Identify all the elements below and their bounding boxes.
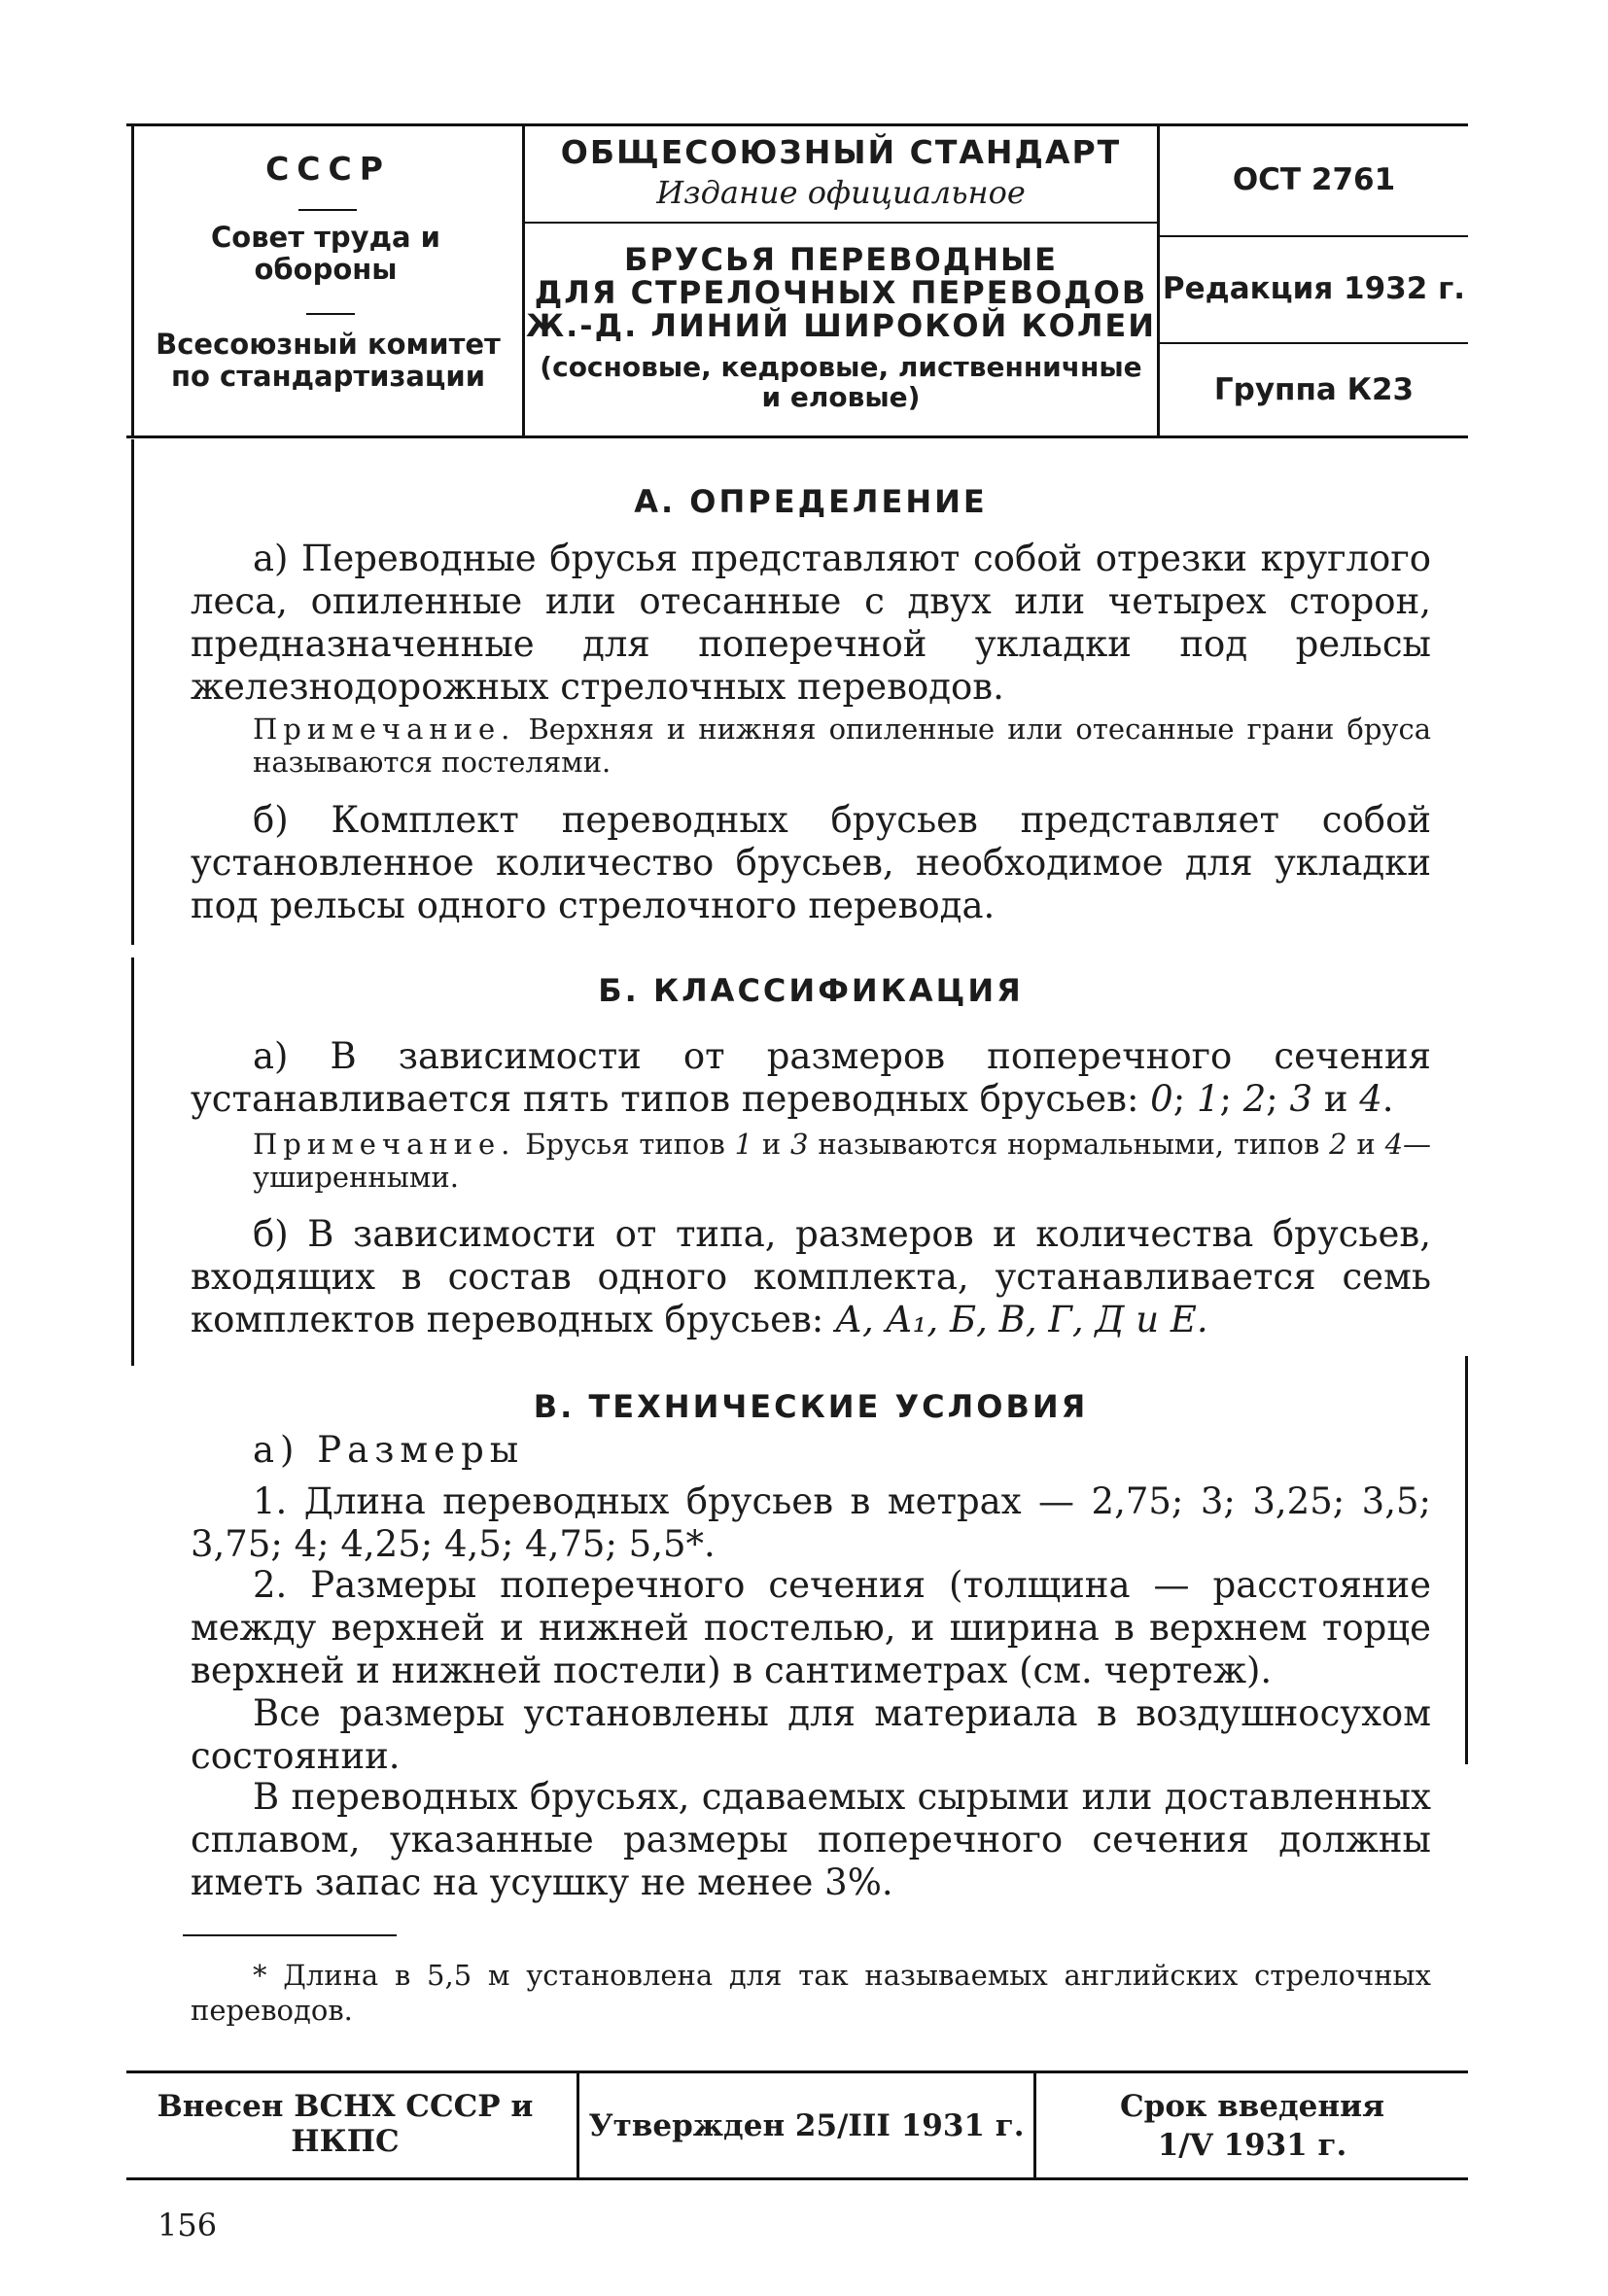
introduced-by: Внесен ВСНХ СССР и НКПС [157, 2089, 534, 2159]
group-code: Группа К23 [1213, 372, 1415, 407]
header-right-hline-1 [1160, 235, 1468, 237]
type-2: 2 [1242, 1078, 1267, 1120]
country-name: СССР [265, 150, 391, 188]
subject-line-3: Ж.-Д. ЛИНИЙ ШИРОКОЙ КОЛЕИ [525, 307, 1157, 344]
edition-label: Издание официальное [656, 174, 1026, 211]
standard-number: ОСТ 2761 [1232, 162, 1396, 197]
type-0: 0 [1150, 1078, 1173, 1120]
note-label: Примечание. [253, 1128, 516, 1161]
standard-type: ОБЩЕСОЮЗНЫЙ СТАНДАРТ [560, 133, 1122, 171]
header-bottom-rule [126, 435, 1468, 438]
footer-bottom-rule [126, 2177, 1468, 2180]
note-type-2: 2 [1329, 1128, 1347, 1161]
footer-top-rule [126, 2070, 1468, 2073]
council-underline [306, 313, 355, 315]
sets-intro: б) В зависимости от типа, размеров и количества брусьев, входящих в состав одного комплекта, устанавливается семь комплектов переводных брусьев: [191, 1213, 1431, 1340]
section-c-heading: В. ТЕХНИЧЕСКИЕ УСЛОВИЯ [533, 1388, 1089, 1425]
approved-date: Утвержден 25/III 1931 г. [588, 2108, 1025, 2143]
margin-bar-right [1465, 1356, 1468, 1764]
section-a-paragraph-1: а) Переводные брусья представляют собой отрезки круглого леса, опиленные или отесанные с двух или четырех сторон, предназначенные для поперечной укладки под рельсы железнодорожных стрелочных переводов. [191, 538, 1431, 708]
effective-date: 1/V 1931 г. [1157, 2128, 1347, 2163]
note-text-part: называются нормальными, типов [808, 1128, 1330, 1161]
section-c-paragraph-4: В переводных брусьях, сдаваемых сырыми или доставленных сплавом, указанные размеры поперечного сечения должны иметь запас на усушку не менее 3%. [191, 1776, 1431, 1903]
header-center-hline [525, 222, 1157, 224]
note-label: Примечание. [253, 713, 516, 746]
type-4: 4 [1359, 1078, 1382, 1120]
type-1: 1 [1196, 1078, 1220, 1120]
margin-bar-left-1 [131, 439, 134, 945]
section-b-note: Примечание. Брусья типов 1 и 3 называются нормальными, типов 2 и 4—уширенными. [253, 1128, 1432, 1194]
section-a-heading: А. ОПРЕДЕЛЕНИЕ [634, 483, 988, 520]
section-b-heading: Б. КЛАССИФИКАЦИЯ [598, 972, 1024, 1009]
wood-species: (сосновые, кедровые, лиственничные и еловые) [540, 351, 1142, 414]
dimensions-subheading: а) Размеры [253, 1429, 525, 1471]
section-c-subheading [253, 1429, 1431, 1472]
section-a-note [253, 713, 1431, 779]
revision-year: Редакция 1932 г. [1162, 271, 1466, 306]
note-type-4: 4 [1384, 1128, 1404, 1161]
committee-name: Всесоюзный комитет по стандартизации [156, 328, 501, 394]
note-and: и [752, 1128, 791, 1161]
note-text-part: —уширенными. [253, 1128, 1432, 1194]
page-number: 156 [157, 2207, 218, 2244]
council-name: Совет труда и обороны [210, 221, 440, 287]
header-right-hline-2 [1160, 342, 1468, 344]
margin-bar-left-2 [131, 957, 134, 1366]
subject-line-1: БРУСЬЯ ПЕРЕВОДНЫЕ [623, 241, 1058, 278]
type-3: 3 [1289, 1078, 1313, 1120]
section-b-paragraph-2 [191, 1213, 1431, 1341]
section-c-paragraph-1: 1. Длина переводных брусьев в метрах — 2,75; 3; 3,25; 3,5; 3,75; 4; 4,25; 4,5; 4,75; 5,5*. [191, 1480, 1431, 1565]
types-intro: а) В зависимости от размеров поперечного сечения устанавливается пять типов переводных брусьев: [191, 1035, 1431, 1120]
section-c-paragraph-3: Все размеры установлены для материала в воздушносухом состоянии. [191, 1692, 1431, 1777]
note-text-part: Брусья типов [525, 1128, 735, 1161]
section-a-paragraph-2: б) Комплект переводных брусьев представляет собой установленное количество брусьев, необходимое для укладки под рельсы одного стрелочного перевода. [191, 799, 1431, 926]
note-type-1: 1 [734, 1128, 753, 1161]
section-b-paragraph-1: а) В зависимости от размеров поперечного сечения устанавливается пять типов переводных брусьев: 0; 1; 2; 3 и 4. [191, 1035, 1431, 1120]
country-underline [298, 209, 357, 211]
note-text: Верхняя и нижняя опиленные или отесанные грани бруса называются постелями. [253, 713, 1431, 779]
effective-label: Срок введения [1120, 2089, 1384, 2124]
footnote: * Длина в 5,5 м установлена для так называемых английских стрелочных переводов. [191, 1959, 1431, 2027]
note-type-3: 3 [790, 1128, 809, 1161]
header-left-border [131, 123, 134, 437]
header-top-rule [126, 123, 1468, 126]
section-c-paragraph-2: 2. Размеры поперечного сечения (толщина — расстояние между верхней и нижней постелью, и ширина в верхнем торце верхней и нижней постели) в сантиметрах (см. чертеж). [191, 1564, 1431, 1691]
subject-line-2: ДЛЯ СТРЕЛОЧНЫХ ПЕРЕВОДОВ [534, 274, 1148, 311]
footnote-rule [183, 1934, 397, 1936]
set-list: А, А₁, Б, В, Г, Д и Е. [835, 1299, 1208, 1340]
